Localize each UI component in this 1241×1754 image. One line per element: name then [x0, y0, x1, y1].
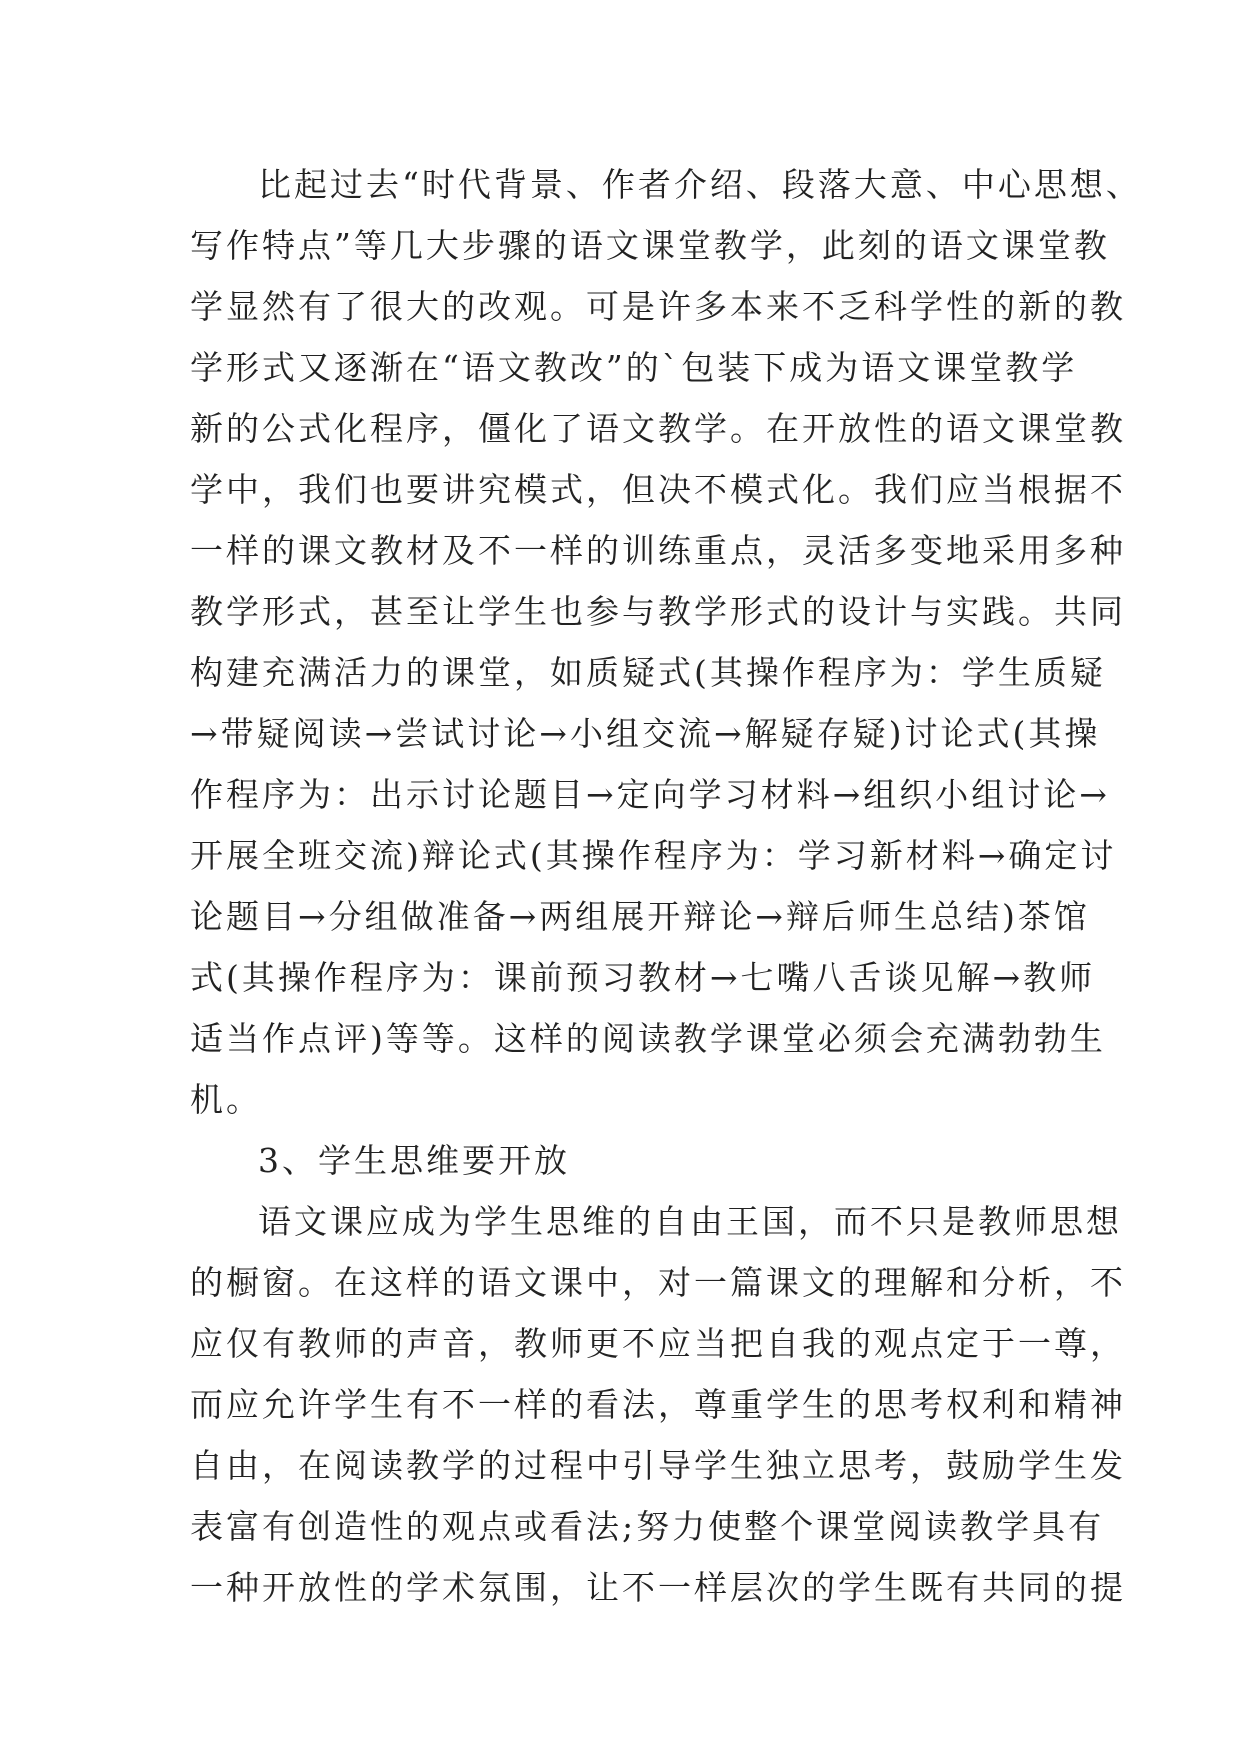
paragraph-1-line: 构建充满活力的课堂，如质疑式(其操作程序为：学生质疑: [190, 653, 1106, 692]
paragraph-1-line: 开展全班交流)辩论式(其操作程序为：学习新材料→确定讨: [190, 836, 1117, 875]
paragraph-1-line: 比起过去“时代背景、作者介绍、段落大意、中心思想、: [258, 165, 1142, 204]
paragraph-2-line: 应仅有教师的声音，教师更不应当把自我的观点定于一尊，: [190, 1324, 1126, 1363]
paragraph-2-line: 一种开放性的学术氛围，让不一样层次的学生既有共同的提: [190, 1568, 1126, 1607]
paragraph-1-line: 作程序为：出示讨论题目→定向学习材料→组织小组讨论→: [190, 775, 1110, 814]
body-text: [190, 155, 1142, 1618]
paragraph-1-line: 写作特点”等几大步骤的语文课堂教学，此刻的语文课堂教: [190, 226, 1110, 265]
paragraph-1-line: 教学形式，甚至让学生也参与教学形式的设计与实践。共同: [190, 592, 1126, 631]
paragraph-1-line: 学中，我们也要讲究模式，但决不模式化。我们应当根据不: [190, 470, 1126, 509]
paragraph-1-line: →带疑阅读→尝试讨论→小组交流→解疑存疑)讨论式(其操: [190, 714, 1101, 753]
paragraph-2-line: 的橱窗。在这样的语文课中，对一篇课文的理解和分析，不: [190, 1263, 1126, 1302]
paragraph-1-line: 一样的课文教材及不一样的训练重点，灵活多变地采用多种: [190, 531, 1126, 570]
paragraph-1-line: 机。: [190, 1080, 262, 1119]
paragraph-1-line: 学显然有了很大的改观。可是许多本来不乏科学性的新的教: [190, 287, 1126, 326]
paragraph-2-line: 自由，在阅读教学的过程中引导学生独立思考，鼓励学生发: [190, 1446, 1126, 1485]
paragraph-1-line: 论题目→分组做准备→两组展开辩论→辩后师生总结)茶馆: [190, 897, 1090, 936]
paragraph-2-line: 而应允许学生有不一样的看法，尊重学生的思考权利和精神: [190, 1385, 1126, 1424]
paragraph-1-line: 新的公式化程序，僵化了语文教学。在开放性的语文课堂教: [190, 409, 1126, 448]
paragraph-1-line: 学形式又逐渐在“语文教改”的`包装下成为语文课堂教学: [190, 348, 1078, 387]
paragraph-1-line: 适当作点评)等等。这样的阅读教学课堂必须会充满勃勃生: [190, 1019, 1106, 1058]
paragraph-2-line: 语文课应成为学生思维的自由王国，而不只是教师思想: [258, 1202, 1122, 1241]
section-heading: 3、学生思维要开放: [258, 1141, 570, 1180]
paragraph-2-line: 表富有创造性的观点或看法;努力使整个课堂阅读教学具有: [190, 1507, 1105, 1546]
paragraph-1-line: 式(其操作程序为：课前预习教材→七嘴八舌谈见解→教师: [190, 958, 1096, 997]
